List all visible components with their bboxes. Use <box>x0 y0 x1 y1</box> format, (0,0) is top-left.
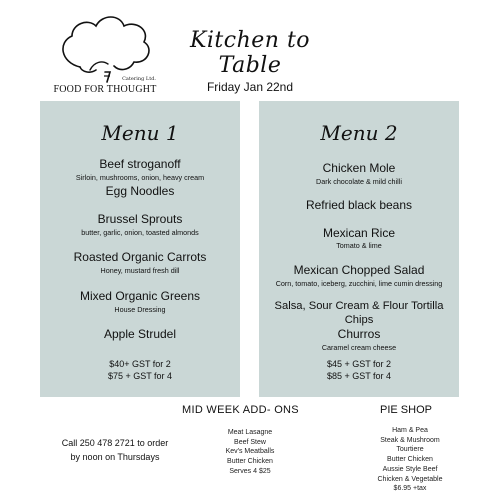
menu-item-desc: Sirloin, mushrooms, onion, heavy cream <box>75 173 205 182</box>
price-line: $85 + GST for 4 <box>326 371 392 381</box>
pie-shop-heading: PIE SHOP <box>380 404 432 416</box>
menu-item-desc: Tomato & lime <box>336 241 382 250</box>
menu-1-panel <box>40 101 240 397</box>
addons-heading: MID WEEK ADD- ONS <box>182 404 299 416</box>
menu-item-desc: Caramel cream cheese <box>321 343 397 352</box>
order-phone-line: Call 250 478 2721 to order <box>61 438 169 448</box>
menu-item-name: Mexican Chopped Salad <box>293 263 425 277</box>
menu-item-name: Chicken Mole <box>322 161 396 175</box>
list-item: Butter Chicken <box>387 456 433 464</box>
list-item: Chicken & Vegetable <box>377 475 443 483</box>
addons-list <box>210 428 290 477</box>
menu-item-name: Beef stroganoff <box>99 157 181 171</box>
list-item: Steak & Mushroom <box>380 436 440 444</box>
menu-item-name: Refried black beans <box>305 198 413 212</box>
price-line: $40+ GST for 2 <box>109 359 171 369</box>
list-item: Aussie Style Beef <box>382 465 438 473</box>
list-item: Butter Chicken <box>227 458 273 466</box>
menu-1-title: Menu 1 <box>101 121 179 145</box>
pie-list <box>360 426 460 494</box>
menu-item-name: Roasted Organic Carrots <box>73 250 207 264</box>
list-item: Serves 4 $25 <box>229 467 271 475</box>
company-name: FOOD FOR THOUGHT <box>53 84 157 95</box>
company-tagline: Catering Ltd. <box>122 76 156 82</box>
menu-item-desc: butter, garlic, onion, toasted almonds <box>81 228 199 237</box>
list-item: Tourtiere <box>396 446 424 454</box>
menu-item-name: Egg Noodles <box>105 184 175 198</box>
price-line: $45 + GST for 2 <box>326 359 392 369</box>
price-line: $75 + GST for 4 <box>107 371 173 381</box>
menu-item-name: Mexican Rice <box>322 226 396 240</box>
list-item: Beef Stew <box>234 438 266 446</box>
menu-item-desc: House Dressing <box>114 305 166 314</box>
order-deadline-line: by noon on Thursdays <box>70 452 160 462</box>
menu-item-name: Brussel Sprouts <box>97 212 183 226</box>
menu-item-desc: Honey, mustard fresh dill <box>100 266 180 275</box>
menu-item-name: Salsa, Sour Cream & Flour Tortilla Chips <box>274 300 444 326</box>
list-item: Kev's Meatballs <box>225 448 275 456</box>
menu-2-title: Menu 2 <box>320 121 398 145</box>
list-item: Ham & Pea <box>392 427 428 434</box>
list-item: $6.95 +tax <box>393 485 427 493</box>
menu-item-name: Churros <box>337 327 381 341</box>
menu-item-name: Mixed Organic Greens <box>79 289 201 303</box>
menu-2-panel <box>259 101 459 397</box>
menu-item-desc: Dark chocolate & mild chilli <box>316 177 402 186</box>
page-title: Kitchen to Table <box>189 28 311 78</box>
list-item: Meat Lasagne <box>227 429 273 436</box>
order-instructions <box>40 436 190 464</box>
menu-item-name: Apple Strudel <box>103 327 177 341</box>
menu-item-desc: Corn, tomato, iceberg, zucchini, lime cumin dressing <box>275 279 443 288</box>
menu-date: Friday Jan 22nd <box>206 80 294 94</box>
